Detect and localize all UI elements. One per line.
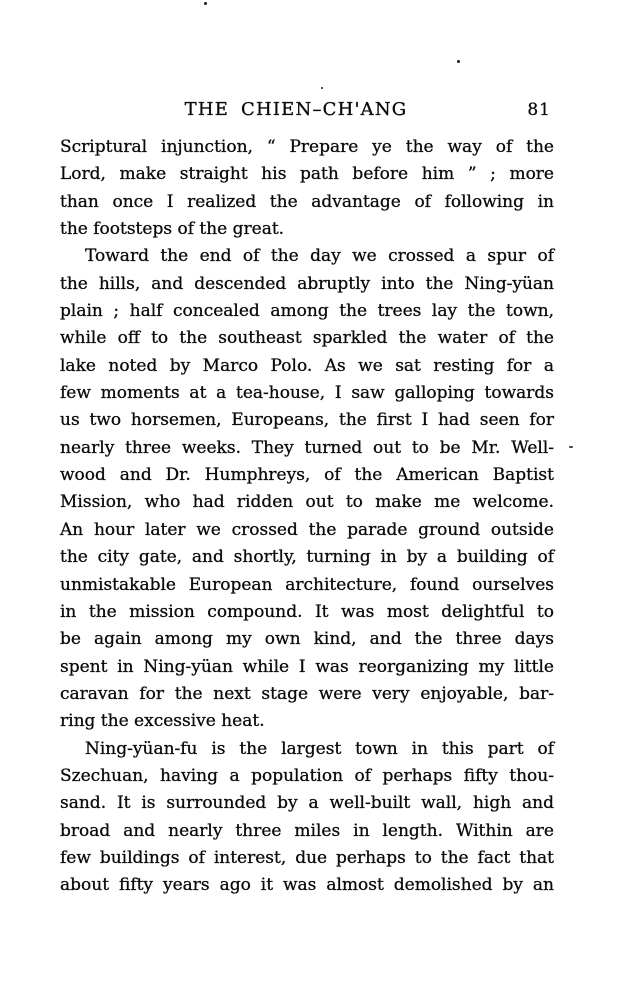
- text-line: lake noted by Marco Polo. As we sat resting for a: [60, 355, 554, 376]
- scan-speck: [204, 2, 207, 5]
- text-line: sand. It is surrounded by a well-built wall, high and: [60, 793, 554, 814]
- text-line: be again among my own kind, and the three days: [60, 629, 554, 650]
- text-line: An hour later we crossed the parade ground outside: [60, 519, 554, 540]
- text-line: in the mission compound. It was most delightful to: [60, 601, 554, 622]
- text-line: unmistakable European architecture, found ourselves: [60, 574, 554, 595]
- text-line: Mission, who had ridden out to make me welcome.: [60, 492, 554, 513]
- text-line: Szechuan, having a population of perhaps fifty thou-: [60, 765, 554, 786]
- running-header: [60, 99, 554, 125]
- text-line: broad and nearly three miles in length. Within are: [60, 820, 554, 841]
- running-header-title: THE CHIEN–CH'ANG: [184, 99, 408, 120]
- text-line: Lord, make straight his path before him ” ; more: [60, 164, 554, 185]
- text-line: caravan for the next stage were very enjoyable, bar-: [60, 683, 554, 704]
- text-line: the city gate, and shortly, turning in by a building of: [60, 547, 554, 568]
- paragraph: [60, 243, 554, 735]
- scan-speck: [457, 60, 460, 63]
- text-line: spent in Ning-yüan while I was reorganizing my little: [60, 656, 554, 677]
- text-line: while off to the southeast sparkled the water of the: [60, 328, 554, 349]
- page-number: 81: [527, 100, 551, 120]
- scan-speck: [321, 87, 323, 89]
- text-line: nearly three weeks. They turned out to be Mr. Well-: [60, 437, 554, 458]
- paragraph: [60, 134, 554, 243]
- page-content: [60, 99, 554, 900]
- text-line: Scriptural injunction, “ Prepare ye the way of the: [60, 137, 554, 157]
- text-line: than once I realized the advantage of following in: [60, 191, 554, 212]
- body-text: [60, 134, 554, 900]
- text-line: few moments at a tea-house, I saw galloping towards: [60, 383, 554, 404]
- text-line: ring the excessive heat.: [60, 711, 265, 732]
- text-line: the footsteps of the great.: [60, 219, 285, 240]
- scan-speck: [569, 446, 573, 448]
- text-line: few buildings of interest, due perhaps to the fact that: [60, 847, 554, 868]
- text-line: wood and Dr. Humphreys, of the American Baptist: [60, 465, 554, 486]
- text-line: Toward the end of the day we crossed a spur of: [85, 246, 554, 267]
- paragraph: [60, 736, 554, 900]
- text-line: plain ; half concealed among the trees lay the town,: [60, 301, 554, 322]
- text-line: the hills, and descended abruptly into the Ning-yüan: [60, 273, 554, 294]
- text-line: about fifty years ago it was almost demolished by an: [60, 875, 554, 896]
- text-line: us two horsemen, Europeans, the first I had seen for: [60, 410, 554, 431]
- text-line: Ning-yüan-fu is the largest town in this part of: [85, 738, 554, 759]
